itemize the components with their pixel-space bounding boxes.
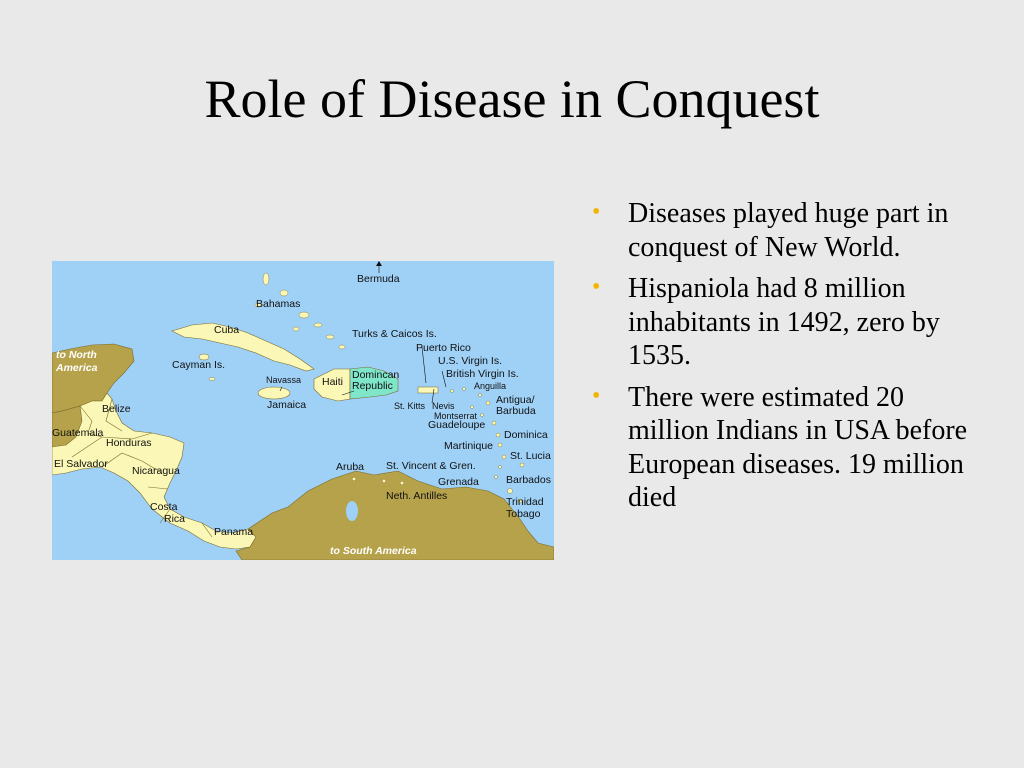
label-antigua-2: Barbuda bbox=[496, 405, 536, 417]
label-cuba: Cuba bbox=[214, 324, 240, 336]
label-haiti: Haiti bbox=[322, 376, 344, 388]
label-bahamas: Bahamas bbox=[256, 298, 301, 310]
label-st-lucia: St. Lucia bbox=[510, 450, 551, 462]
label-nicaragua: Nicaragua bbox=[132, 465, 180, 477]
label-us-virgin: U.S. Virgin Is. bbox=[438, 355, 502, 367]
label-dominican-1: Domincan bbox=[352, 369, 400, 381]
label-trinidad-2: Tobago bbox=[506, 508, 541, 520]
label-st-vincent: St. Vincent & Gren. bbox=[386, 460, 476, 472]
map-jamaica bbox=[258, 387, 290, 399]
label-barbados: Barbados bbox=[506, 474, 551, 486]
label-puerto-rico: Puerto Rico bbox=[416, 342, 471, 354]
label-navassa: Navassa bbox=[266, 375, 302, 385]
label-turks-caicos: Turks & Caicos Is. bbox=[352, 328, 437, 340]
label-aruba: Aruba bbox=[336, 461, 365, 473]
label-el-salvador: El Salvador bbox=[54, 458, 108, 470]
label-bermuda: Bermuda bbox=[357, 273, 400, 285]
label-trinidad-1: Trinidad bbox=[506, 496, 544, 508]
bullet-text: Diseases played huge part in conquest of New World. bbox=[628, 198, 949, 263]
label-to-south-america: to South America bbox=[330, 545, 417, 557]
label-st-kitts: St. Kitts bbox=[394, 401, 426, 411]
label-jamaica: Jamaica bbox=[267, 399, 307, 411]
label-honduras: Honduras bbox=[106, 437, 152, 449]
bullet-marker: • bbox=[592, 274, 601, 300]
label-grenada: Grenada bbox=[438, 476, 479, 488]
bullet-text: There were estimated 20 million Indians in USA before European diseases. 19 million died bbox=[628, 381, 968, 513]
label-nevis: Nevis bbox=[432, 401, 455, 411]
label-to-north-america-2: America bbox=[56, 362, 98, 374]
label-cayman: Cayman Is. bbox=[172, 359, 226, 371]
slide-title: Role of Disease in Conquest bbox=[204, 69, 820, 129]
label-guadeloupe: Guadeloupe bbox=[428, 419, 486, 431]
label-dominican-2: Republic bbox=[352, 380, 393, 392]
bullet-item bbox=[590, 272, 980, 373]
bullet-item bbox=[590, 197, 980, 264]
map-puerto-rico bbox=[418, 387, 438, 393]
caribbean-map bbox=[52, 261, 554, 560]
label-costa-rica-2: Rica bbox=[164, 513, 186, 525]
label-to-north-america-1: to North bbox=[56, 349, 97, 361]
label-neth-antilles: Neth. Antilles bbox=[386, 490, 448, 502]
label-belize: Belize bbox=[102, 403, 131, 415]
bullet-item bbox=[590, 381, 980, 515]
label-montserrat: Montserrat bbox=[434, 411, 478, 421]
bullet-list bbox=[590, 197, 980, 523]
bullet-text: Hispaniola had 8 million inhabitants in 1492, zero by 1535. bbox=[628, 273, 940, 371]
label-british-virgin: British Virgin Is. bbox=[446, 368, 519, 380]
label-costa-rica-1: Costa bbox=[150, 501, 178, 513]
label-dominica: Dominica bbox=[504, 429, 548, 441]
label-panama: Panama bbox=[214, 526, 254, 538]
label-martinique: Martinique bbox=[444, 440, 494, 452]
label-guatemala: Guatemala bbox=[52, 427, 104, 439]
bullet-marker: • bbox=[592, 382, 601, 409]
bullet-marker: • bbox=[592, 199, 601, 225]
label-anguilla: Anguilla bbox=[474, 381, 507, 391]
label-antigua-1: Antigua/ bbox=[496, 394, 535, 406]
